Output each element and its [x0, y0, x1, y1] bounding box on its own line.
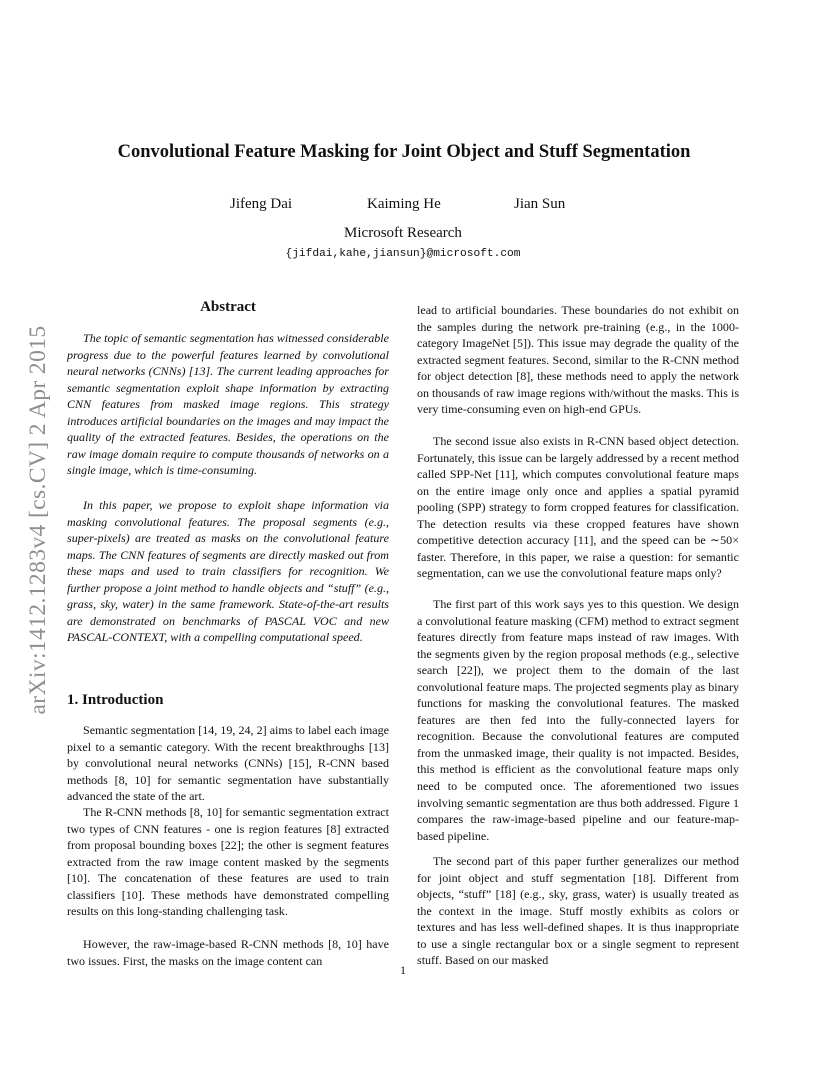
body-paragraph: The second part of this paper further generalizes our method for joint object and stuff segmentation [18]. Different from objects, “stuff” [18] (e.g., sky, grass, water) is usually treated as the context in the image. Stuff mostly exhibits as colors or textures and has less well-defined shapes. It is thus inappropriate to use a single rectangular box or a single segment to represent stuff. Based on our masked — [417, 854, 739, 968]
abstract-paragraph: In this paper, we propose to exploit shape information via masking convolutional features. The proposal segments (e.g., super-pixels) are treated as masks on the convolutional feature maps. The CNN features of segments are directly masked out from these maps and used to train classifiers for recognition. We further propose a joint method to handle objects and “stuff” (e.g., grass, sky, water) in the same framework. State-of-the-art results are demonstrated on benchmarks of PASCAL VOC and new PASCAL-CONTEXT, with a compelling computational speed. — [67, 498, 389, 645]
body-paragraph: The second issue also exists in R-CNN based object detection. Fortunately, this issue can be largely addressed by a recent method called SPP-Net [11], which computes convolutional feature maps on the entire image only once and applies a spatial pyramid pooling (SPP) strategy to form cropped features for classification. The detection results via these cropped features have shown competitive detection accuracy [11], and the speed can be ∼50× faster. Therefore, in this paper, we raise a question: for semantic segmentation, can we use the convolutional feature maps only? — [417, 434, 739, 581]
abstract-heading: Abstract — [200, 299, 256, 315]
body-paragraph: lead to artificial boundaries. These boundaries do not exhibit on the samples during the network pre-training (e.g., in the 1000-category ImageNet [5]). This issue may degrade the quality of the extracted segment features. Second, similar to the R-CNN method for object detection [8], these methods need to apply the network on thousands of raw image regions with/without the masks. This is very time-consuming even on high-end GPUs. — [417, 303, 740, 417]
author-name: Jian Sun — [514, 196, 566, 212]
page-number: 1 — [400, 963, 406, 977]
abstract-paragraph: The topic of semantic segmentation has witnessed considerable progress due to the powerful features learned by convolutional neural networks (CNNs) [13]. The current leading approaches for semantic segmentation exploit shape information by extracting CNN features from masked image regions. This strategy introduces artificial boundaries on the images and may impact the quality of the extracted features. Besides, the operations on the raw image domain require to compute thousands of networks on a single image, which is time-consuming. — [67, 331, 389, 478]
section-heading-introduction: 1. Introduction — [67, 692, 164, 708]
author-name: Kaiming He — [367, 196, 441, 212]
body-paragraph: The R-CNN methods [8, 10] for semantic segmentation extract two types of CNN features - one is region features [8] extracted from proposal bounding boxes [22]; the other is segment features extracted from the raw image content masked by the segments [10]. The concatenation of these features are used to train classifiers [10]. These methods have demonstrated compelling results on this long-standing challenging task. — [67, 805, 389, 919]
body-paragraph: However, the raw-image-based R-CNN methods [8, 10] have two issues. First, the masks on the image content can — [67, 937, 389, 968]
author-name: Jifeng Dai — [230, 196, 293, 212]
arxiv-stamp: arXiv:1412.1283v4 [cs.CV] 2 Apr 2015 — [25, 325, 51, 715]
affiliation: Microsoft Research — [344, 225, 462, 241]
author-list — [0, 196, 828, 216]
body-paragraph: The first part of this work says yes to this question. We design a convolutional feature masking (CFM) method to extract segment features directly from feature maps instead of raw images. With the segments given by the region proposal methods (e.g., selective search [22]), we project them to the domain of the last convolutional feature maps. The projected segments play as binary functions for masking the convolutional features. The masked features are then fed into the fully-connected layers for recognition. Because the convolutional features are computed from the unmasked image, their quality is not impacted. Besides, this method is efficient as the convolutional feature maps only need to be computed once. The aforementioned two issues involving semantic segmentation are thus both addressed. Figure 1 compares the raw-image-based pipeline and our feature-map-based pipeline. — [417, 597, 739, 843]
paper-title: Convolutional Feature Masking for Joint Object and Stuff Segmentation — [117, 142, 691, 162]
author-email: {jifdai,kahe,jiansun}@microsoft.com — [285, 248, 521, 260]
body-paragraph: Semantic segmentation [14, 19, 24, 2] aims to label each image pixel to a semantic category. With the recent breakthroughs [13] by convolutional neural networks (CNNs) [15], R-CNN based methods [8, 10] for semantic segmentation have substantially advanced the state of the art. — [67, 723, 389, 804]
